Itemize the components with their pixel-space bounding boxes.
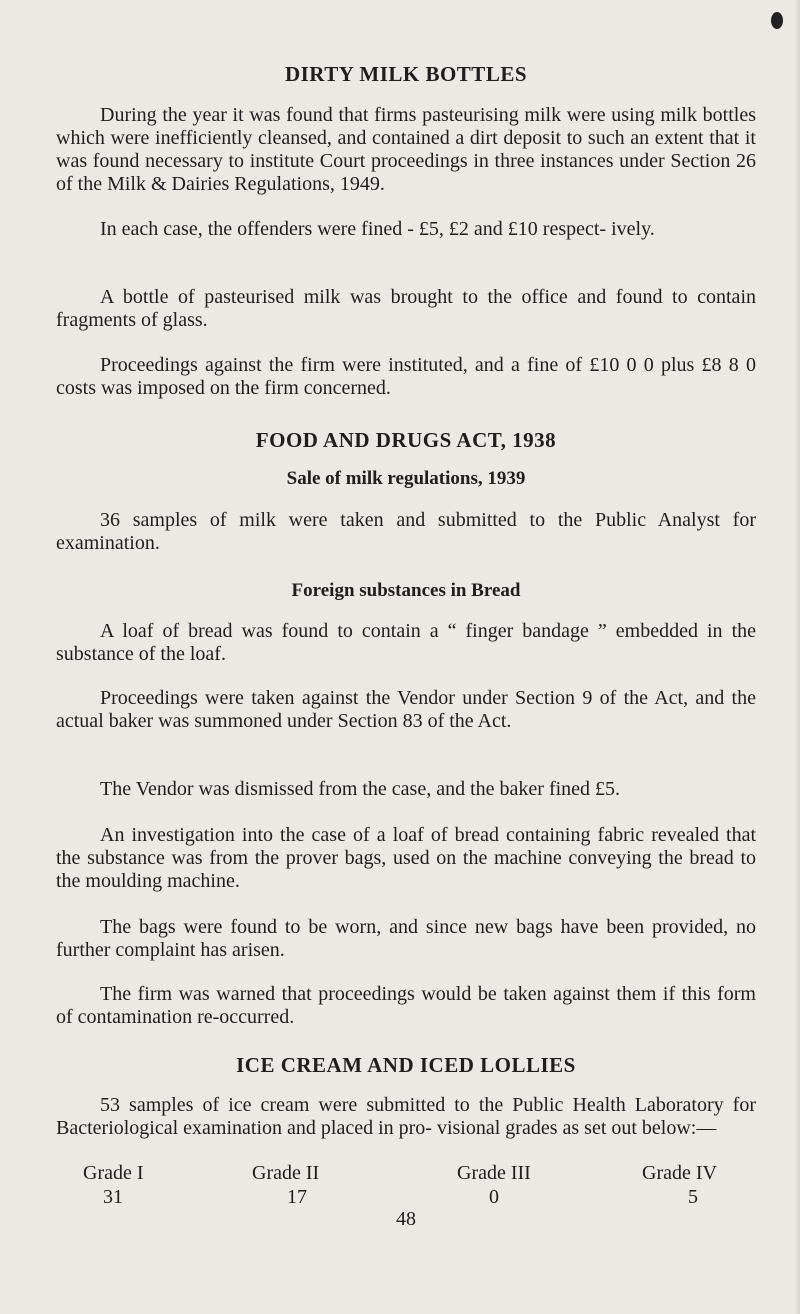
paragraph-bags-worn: The bags were found to be worn, and since new bags have been provided, no further complaint has arisen. <box>56 916 756 961</box>
paragraph-fines: In each case, the offenders were fined - £5, £2 and £10 respect- ively. <box>100 218 655 240</box>
grade-value: 31 <box>103 1186 123 1208</box>
grade-label: Grade III <box>457 1162 531 1184</box>
paragraph-proceedings-fine: Proceedings against the firm were instituted, and a fine of £10 0 0 plus £8 8 0 costs was imposed on the firm concerned. <box>56 354 756 399</box>
ink-blot-mark <box>771 12 783 29</box>
page-edge-shadow <box>794 0 800 1314</box>
grade-value: 5 <box>688 1186 698 1208</box>
subheading-sale-of-milk: Sale of milk regulations, 1939 <box>286 468 526 489</box>
paragraph-dirt-deposit: During the year it was found that firms pasteurising milk were using milk bottles which were inefficiently cleansed, and contained a dirt deposit to such an extent that it was found necessary to institute Court proceedings in three instances under Section 26 of the Milk & Dairies Regulations, 1949. <box>56 104 756 195</box>
heading-ice-cream: ICE CREAM AND ICED LOLLIES <box>236 1053 576 1077</box>
grades-label-row <box>56 1162 756 1186</box>
grade-value: 0 <box>489 1186 499 1208</box>
heading-dirty-milk-bottles: DIRTY MILK BOTTLES <box>284 62 528 86</box>
subheading-foreign-substances: Foreign substances in Bread <box>291 580 521 601</box>
grade-label: Grade II <box>252 1162 320 1184</box>
paragraph-investigation: An investigation into the case of a loaf of bread containing fabric revealed that the substance was from the prover bags, used on the machine conveying the bread to the moulding machine. <box>56 824 756 892</box>
paragraph-glass-fragments: A bottle of pasteurised milk was brought to the office and found to contain fragments of glass. <box>56 286 756 331</box>
paragraph-vendor-proceedings: Proceedings were taken against the Vendor under Section 9 of the Act, and the actual baker was summoned under Section 83 of the Act. <box>56 687 756 732</box>
paragraph-finger-bandage: A loaf of bread was found to contain a “ finger bandage ” embedded in the substance of the loaf. <box>56 620 756 665</box>
paragraph-firm-warned: The firm was warned that proceedings would be taken against them if this form of contamination re-occurred. <box>56 983 756 1028</box>
heading-food-and-drugs-act: FOOD AND DRUGS ACT, 1938 <box>255 428 557 452</box>
grades-table <box>56 1162 756 1210</box>
paragraph-vendor-dismissed: The Vendor was dismissed from the case, and the baker fined £5. <box>100 778 621 800</box>
grades-value-row <box>56 1186 756 1210</box>
grade-label: Grade IV <box>642 1162 717 1184</box>
paragraph-ice-cream-samples: 53 samples of ice cream were submitted to the Public Health Laboratory for Bacteriological examination and placed in pro- visional grades as set out below:— <box>56 1094 756 1139</box>
page-number: 48 <box>396 1208 416 1230</box>
grade-value: 17 <box>287 1186 307 1208</box>
paragraph-milk-samples: 36 samples of milk were taken and submitted to the Public Analyst for examination. <box>56 509 756 554</box>
grade-label: Grade I <box>83 1162 144 1184</box>
